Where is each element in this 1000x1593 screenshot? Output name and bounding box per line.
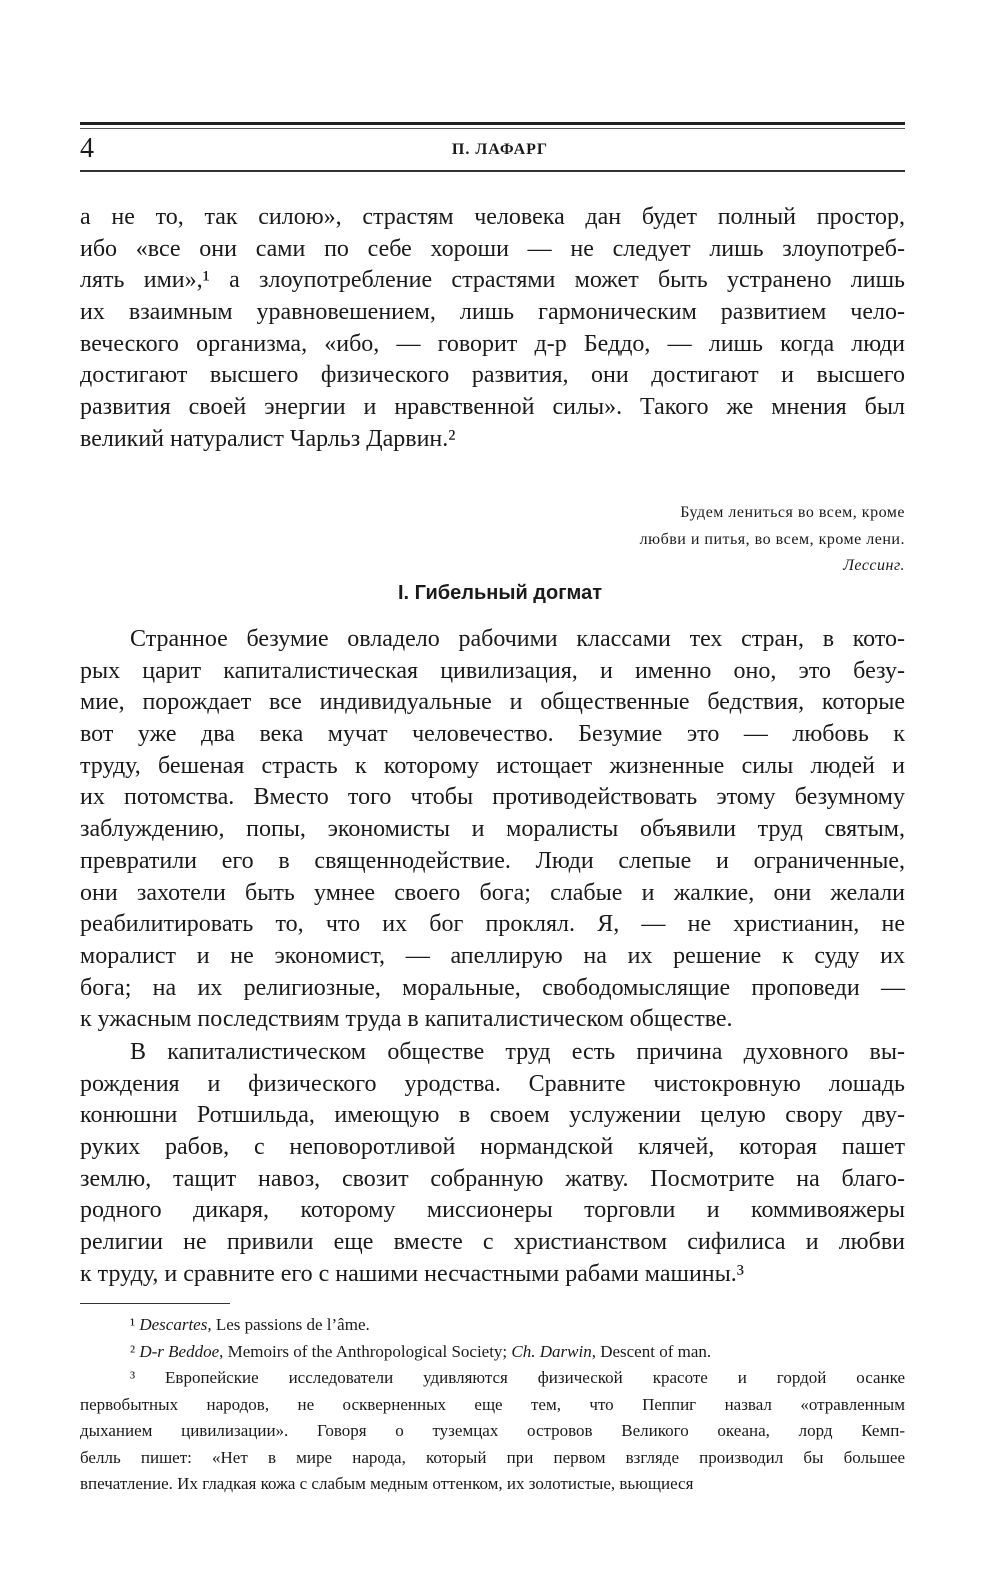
page-number: 4 (80, 133, 94, 164)
footnote-text: , Descent of man. (591, 1341, 712, 1361)
text-line: заблуждению, попы, экономисты и моралисты объявили труд святым, (80, 816, 905, 843)
footnotes (80, 1312, 905, 1498)
header-rule-top-thin (80, 128, 905, 129)
header-rule-bottom (80, 170, 905, 172)
text-line: В капиталистическом обществе труд есть причина духовного вы- (130, 1039, 905, 1065)
footnote-line (80, 1312, 905, 1339)
epigraph-author: Лессинг. (843, 557, 905, 574)
running-head: П. ЛАФАРГ (451, 141, 549, 158)
footnote-text: , Memoirs of the Anthropological Society; (219, 1341, 512, 1361)
text-line: землю, тащит навоз, свозит собранную жатву. Посмотрите на благо- (80, 1165, 905, 1192)
footnote-italic-text: D-r Beddoe (139, 1341, 220, 1361)
footnote-line (80, 1392, 905, 1419)
text-line: они захотели быть умнее своего бога; слабые и жалкие, они желали (80, 879, 905, 906)
text-line: рых царит капиталистическая цивилизация, и именно оно, это безу- (80, 657, 905, 684)
text-line: к труду, и сравните его с нашими несчастными рабами машины.³ (80, 1260, 744, 1287)
text-line: руких рабов, с неповоротливой нормандской клячей, которая пашет (80, 1134, 905, 1161)
footnote-line (80, 1445, 905, 1472)
text-line: великий натуралист Чарльз Дарвин.² (80, 425, 456, 452)
text-line: Странное безумие овладело рабочими классами тех стран, в кото- (130, 626, 905, 652)
text-line: моралист и не экономист, — апеллирую на их решение к суду их (80, 942, 905, 969)
footnote-text: впечатление. Их гладкая кожа с слабым медным оттенком, их золотистые, вьющиеся (80, 1474, 694, 1493)
text-line: а не то, так силою», страстям человека дан будет полный простор, (80, 204, 905, 230)
text-line: их потомства. Вместо того чтобы противодействовать этому безумному (80, 784, 905, 811)
text-line: веческого организма, «ибо, — говорит д-р Беддо, — лишь когда люди (80, 330, 905, 357)
text-line: бога; на их религиозные, моральные, свободомыслящие проповеди — (80, 974, 905, 1001)
footnote-text: Les passions de l’âme. (211, 1315, 370, 1334)
epigraph-line: любви и питья, во всем, кроме лени. (639, 530, 905, 548)
footnote-text: ¹ (130, 1315, 140, 1334)
text-line: вот уже два века мучат человечество. Безумие это — любовь к (80, 721, 905, 748)
epigraph-line: Будем лениться во всем, кроме (680, 504, 905, 521)
text-line: рождения и физического уродства. Сравните чистокровную лошадь (80, 1070, 905, 1097)
paragraph-1 (80, 202, 905, 456)
footnote-text: первобытных народов, не оскверненных еще тем, что Пеппиг назвал «отравленным (80, 1394, 905, 1414)
footnote-line (80, 1418, 905, 1445)
footnote-line (80, 1339, 905, 1366)
text-line: труду, бешеная страсть к которому истощает жизненные силы людей и (80, 752, 905, 779)
footnote-text: ² (130, 1341, 140, 1361)
footnote-text: дыханием цивилизации». Говоря о туземцах островов Великого океана, лорд Кемп- (80, 1421, 905, 1440)
text-line: к ужасным последствиям труда в капиталистическом обществе. (80, 1006, 733, 1033)
text-line: ибо «все они сами по себе хороши — не следует лишь злоупотреб- (80, 235, 905, 262)
text-line: родного дикаря, которому миссионеры торговли и коммивояжеры (80, 1197, 905, 1224)
footnote-line (80, 1471, 905, 1498)
paragraph-2 (80, 624, 905, 1036)
footnote-separator (80, 1303, 230, 1304)
epigraph (640, 500, 905, 580)
text-line: превратили его в священнодействие. Люди слепые и ограниченные, (80, 847, 905, 874)
footnote-line (80, 1365, 905, 1392)
footnote-italic-text: Ch. Darwin (511, 1341, 592, 1361)
paragraph-3 (80, 1037, 905, 1291)
text-line: их взаимным уравновешением, лишь гармоническим развитием чело- (80, 299, 905, 326)
footnote-italic-text: Descartes, (139, 1315, 212, 1334)
text-line: реабилитировать то, что их бог проклял. Я, — не христианин, не (80, 911, 905, 938)
text-line: религии не привили еще вместе с христианством сифилиса и любви (80, 1229, 905, 1256)
footnote-text: белль пишет: «Нет в мире народа, который при первом взгляде производил бы большее (80, 1447, 905, 1467)
footnote-text: ³ Европейские исследователи удивляются физической красоте и гордой осанке (130, 1368, 905, 1387)
header-rule-top (80, 122, 905, 125)
text-line: достигают высшего физического развития, они достигают и высшего (80, 362, 905, 389)
text-line: развития своей энергии и нравственной силы». Такого же мнения был (80, 394, 905, 421)
text-line: мие, порождает все индивидуальные и общественные бедствия, которые (80, 689, 905, 716)
text-line: лять ими»,¹ а злоупотребление страстями может быть устранено лишь (80, 267, 905, 294)
section-heading: I. Гибельный догмат (398, 582, 602, 604)
text-line: конюшни Ротшильда, имеющую в своем услужении целую свору дву- (80, 1102, 905, 1129)
